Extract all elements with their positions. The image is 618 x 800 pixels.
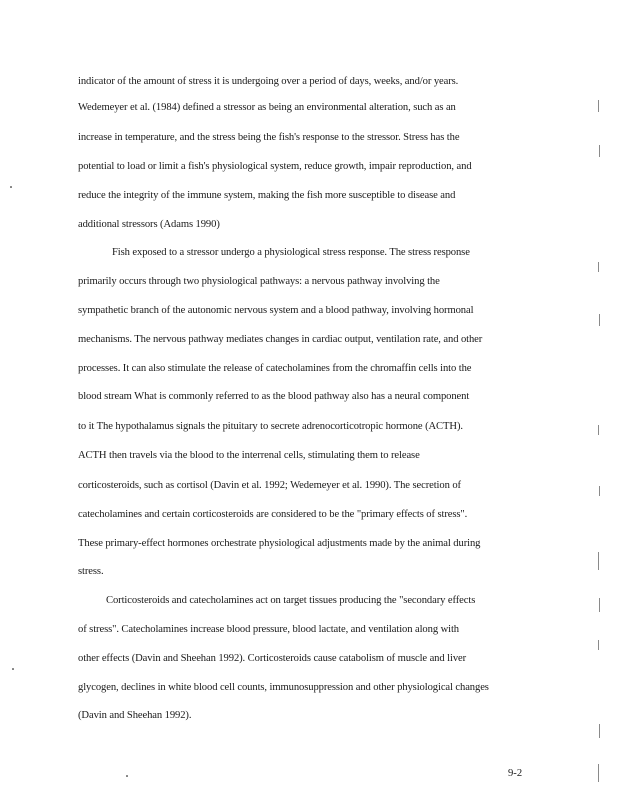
scan-artifact [598, 262, 599, 272]
paragraph-start-line: Corticosteroids and catecholamines act on target tissues producing the "secondary effects [106, 595, 476, 606]
text-line: additional stressors (Adams 1990) [78, 219, 220, 230]
text-line: reduce the integrity of the immune system, making the fish more susceptible to disease and [78, 190, 456, 201]
scan-artifact [599, 724, 600, 738]
scan-speck [126, 775, 128, 777]
text-line: to it The hypothalamus signals the pituitary to secrete adrenocorticotropic hormone (ACTH). [78, 421, 463, 432]
scan-speck [12, 668, 14, 670]
text-line: (Davin and Sheehan 1992). [78, 710, 192, 721]
scan-artifact [598, 100, 599, 112]
text-line: ACTH then travels via the blood to the interrenal cells, stimulating them to release [78, 450, 420, 461]
text-line: processes. It can also stimulate the release of catecholamines from the chromaffin cells into the [78, 363, 472, 374]
text-line: stress. [78, 566, 104, 577]
scan-speck [10, 186, 12, 188]
scan-artifact [599, 145, 600, 157]
scan-artifact [599, 486, 600, 496]
text-line: of stress". Catecholamines increase blood pressure, blood lactate, and ventilation along with [78, 624, 459, 635]
scan-artifact [598, 425, 599, 435]
scan-artifact [598, 552, 599, 570]
text-line: potential to load or limit a fish's physiological system, reduce growth, impair reproduction, and [78, 161, 472, 172]
text-line: These primary-effect hormones orchestrate physiological adjustments made by the animal during [78, 538, 481, 549]
text-line: Wedemeyer et al. (1984) defined a stressor as being an environmental alteration, such as an [78, 102, 456, 113]
text-line: blood stream What is commonly referred to as the blood pathway also has a neural component [78, 391, 470, 402]
text-line: mechanisms. The nervous pathway mediates changes in cardiac output, ventilation rate, and other [78, 334, 483, 345]
scan-artifact [598, 764, 599, 782]
text-line: increase in temperature, and the stress being the fish's response to the stressor. Stress has the [78, 132, 460, 143]
text-line: primarily occurs through two physiological pathways: a nervous pathway involving the [78, 276, 440, 287]
text-line: indicator of the amount of stress it is undergoing over a period of days, weeks, and/or years. [78, 76, 459, 87]
scan-artifact [599, 598, 600, 612]
paragraph-start-line: Fish exposed to a stressor undergo a physiological stress response. The stress response [112, 247, 470, 258]
scan-artifact [598, 640, 599, 650]
scan-artifact [599, 314, 600, 326]
text-line: glycogen, declines in white blood cell counts, immunosuppression and other physiological changes [78, 682, 489, 693]
text-line: catecholamines and certain corticosteroids are considered to be the "primary effects of stress". [78, 509, 468, 520]
text-line: sympathetic branch of the autonomic nervous system and a blood pathway, involving hormonal [78, 305, 474, 316]
text-line: other effects (Davin and Sheehan 1992). Corticosteroids cause catabolism of muscle and liver [78, 653, 467, 664]
text-line: corticosteroids, such as cortisol (Davin et al. 1992; Wedemeyer et al. 1990). The secretion of [78, 480, 461, 491]
page-number: 9-2 [508, 768, 523, 779]
